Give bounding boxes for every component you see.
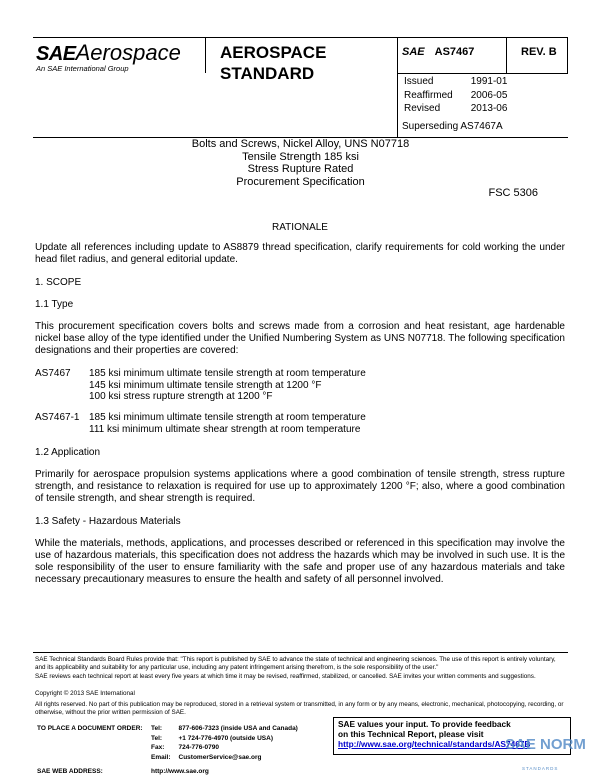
date-row [404,76,523,88]
rationale-text: Update all references including update to AS8879 thread specification, clarify requirements for cold working the under head filet radius, and general editorial update. [35,242,565,265]
spec-property-line: 185 ksi minimum ultimate tensile strength at room temperature [89,368,366,379]
sae-norm-watermark: SAE NORM [505,736,586,753]
order-field-value: +1 724-776-4970 (outside USA) [178,734,273,742]
header-divider-2 [397,37,398,137]
feedback-link[interactable]: http://www.sae.org/technical/standards/AS7467B [338,738,531,749]
order-field-label: Email: [151,753,171,761]
date-value: 2006-05 [470,89,508,101]
doc-number-text: AS7467 [434,46,475,58]
order-field-label: Tel: [151,725,163,732]
title-line2: Tensile Strength 185 ksi [242,150,359,163]
fsc-code: FSC 5306 [488,187,538,199]
footer-rights: All rights reserved. No part of this publication may be reproduced, stored in a retrieval system or transmitted, in any form or by any means, electronic, mechanical, photocopying, recording, or otherwise, without the prior written permission of SAE. [35,701,564,716]
footer-review: SAE reviews each technical report at least every five years at which time it may be revised, reaffirmed, stabilized, or cancelled. SAE invites your written comments and suggestions. [35,673,536,680]
revision-label: REV. B [521,46,557,58]
rationale-heading: RATIONALE [272,222,328,233]
document-title [33,138,568,188]
footer-rules: SAE Technical Standards Board Rules provide that: "This report is published by SAE to advance the state of technical and engineering sciences. The use of this report is entirely voluntary, and its applicability and suitability for any particular use, including any patent infringement arising therefrom, is the sole responsibility of the user." [35,656,556,671]
order-email-link[interactable]: CustomerService@sae.org [178,753,262,761]
order-info [35,723,306,778]
document-number [402,46,474,58]
title-line4: Procurement Specification [236,175,365,188]
web-label: SAE WEB ADDRESS: [37,768,103,776]
standard-title-line1: AEROSPACE [220,43,327,62]
order-field-value: 724-776-0790 [178,744,219,752]
order-field-label: Tel: [151,734,163,742]
application-text: Primarily for aerospace propulsion systems applications where a good combination of tensile strength, stress rupture strength, and resistance to relaxation is required for use up to approximately 1200 °F; also, where a good combination of tensile strength, and shear strength is required. [35,469,565,504]
date-value: 2013-06 [470,103,508,114]
dates-table [402,74,525,117]
spec-property-line: 111 ksi minimum ultimate shear strength at room temperature [89,423,361,435]
feedback-line1: SAE values your input. To provide feedback [338,719,511,729]
superseding-note: Superseding AS7467A [402,121,503,132]
title-line1: Bolts and Screws, Nickel Alloy, UNS N07718 [191,138,410,150]
type-heading: 1.1 Type [35,299,74,310]
date-value: 1991-01 [470,76,508,87]
spec-property-line: 185 ksi minimum ultimate tensile strength at room temperature [89,412,366,423]
footer-copyright: Copyright © 2013 SAE International [35,690,135,697]
type-text: This procurement specification covers bolts and screws made from a corrosion and heat resistant, age hardenable nickel base alloy of the type identified under the Unified Numbering System as UNS N07718. The following specification designations and their properties are covered: [35,321,565,356]
feedback-line2: on this Technical Report, please visit [338,728,484,739]
spec-designation: AS7467-1 [35,412,80,423]
sae-aerospace-logo [36,40,196,73]
spec-property-line: 145 ksi minimum ultimate tensile strength at 1200 °F [89,379,322,391]
header-right-rule [567,37,568,73]
date-label: Revised [404,103,441,114]
date-label: Issued [404,76,434,87]
spec-property-line: 100 ksi stress rupture strength at 1200 °F [89,391,273,402]
scope-heading: 1. SCOPE [35,277,82,288]
standard-title-line2: STANDARD [220,64,315,83]
safety-text: While the materials, methods, applications, and processes described or referenced in this specification may involve the use of hazardous materials, this specification does not address the hazards which may be involved in such use. It is the sole responsibility of the user to ensure familiarity with the safe and proper use of any hazardous materials and take necessary precautionary measures to ensure the health and safety of all personnel involved. [35,538,565,585]
logo-sae: SAE [36,43,76,65]
spec-designation: AS7467 [35,368,71,379]
sae-mini-logo: SAE [402,46,425,58]
footer-rule [33,652,568,653]
header-divider-3 [506,37,507,73]
watermark-standards: STANDARDS [522,766,559,771]
title-line3: Stress Rupture Rated [247,163,354,175]
spec-properties [89,368,366,403]
order-field-label: Fax: [151,744,165,752]
application-heading: 1.2 Application [35,447,101,458]
safety-heading: 1.3 Safety - Hazardous Materials [35,516,181,527]
standard-title [220,42,326,84]
logo-subtitle: An SAE International Group [36,64,129,73]
web-address-link[interactable]: http://www.sae.org [151,768,209,776]
date-row [404,90,523,102]
header-top-rule [33,37,568,38]
header-divider-1 [205,37,206,73]
order-field-value: 877-606-7323 (inside USA and Canada) [178,725,298,732]
logo-aerospace: Aerospace [75,40,181,65]
spec-properties [89,412,366,435]
date-label: Reaffirmed [404,89,453,101]
order-label: TO PLACE A DOCUMENT ORDER: [37,725,143,732]
date-row [404,103,523,115]
